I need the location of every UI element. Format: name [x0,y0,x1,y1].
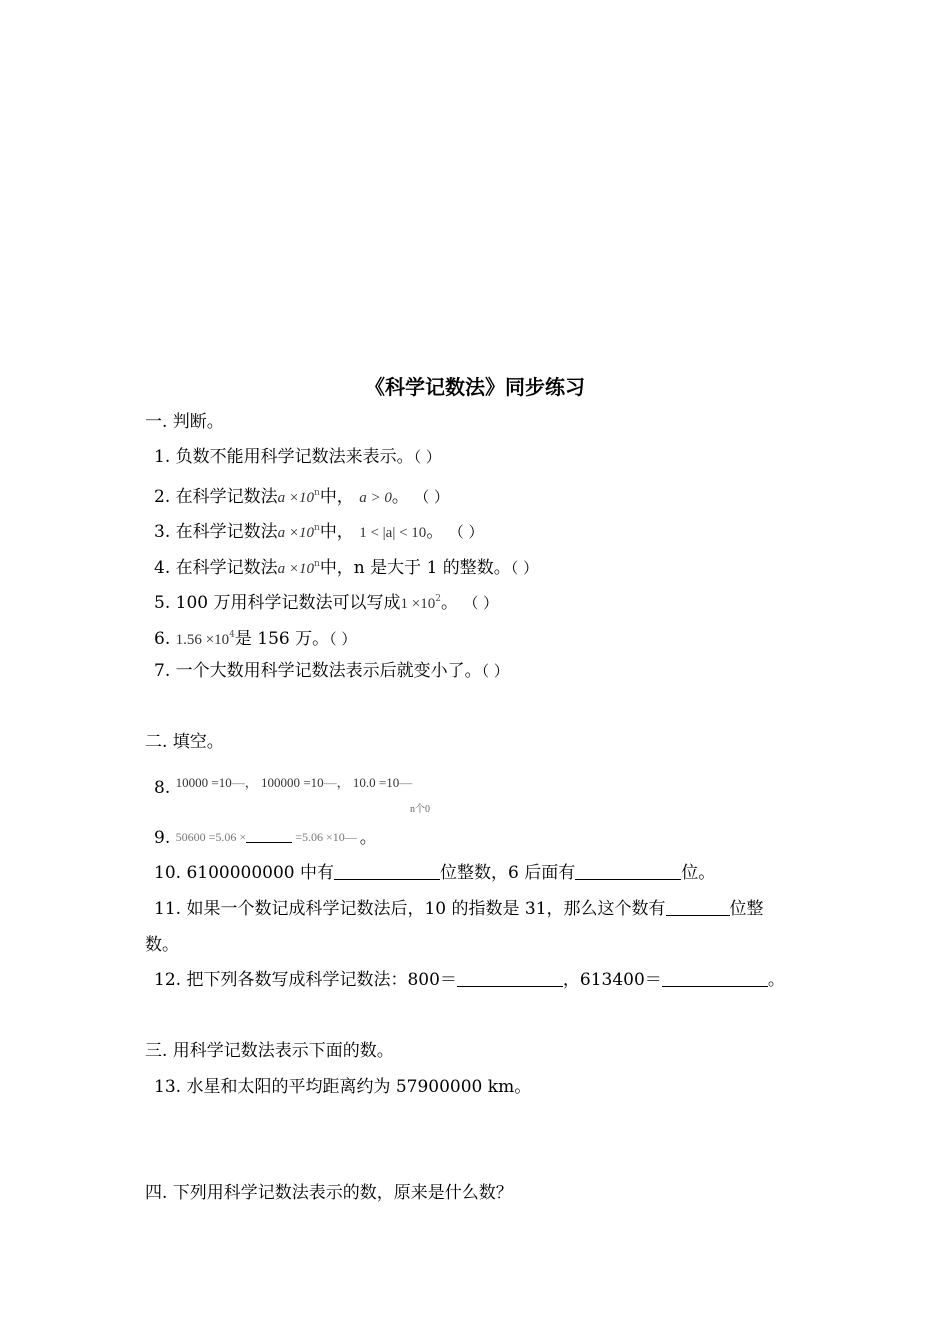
section-4-heading: 四. 下列用科学记数法表示的数，原来是什么数？ [145,1183,513,1203]
question-13: 13. 水星和太阳的平均距离约为 57900000 km。 [154,1077,532,1097]
question-12: 12. 把下列各数写成科学记数法：800＝ ，613400＝ 。 [154,970,785,990]
q10-blank-1[interactable] [334,863,440,880]
q12-blank-2[interactable] [662,970,768,987]
section-2-heading: 二. 填空。 [145,732,224,752]
question-10: 10. 6100000000 中有 位整数，6 后面有 位。 [154,863,716,883]
section-1-heading: 一. 判断。 [145,412,224,432]
question-3: 3. 在科学记数法$a \times 10^n$中， 1 < |a| < 10。 （ ） [154,522,484,542]
question-9: 9. 50600 =5.06 × =5.06 ×10— 。 [154,828,377,848]
question-11: 11. 如果一个数记成科学记数法后，10 的指数是 31，那么这个数有 位整 [154,899,764,919]
q8-brace-note: n个0 [410,804,430,815]
q10-blank-2[interactable] [575,863,681,880]
q12-blank-1[interactable] [457,970,563,987]
question-11-wrap: 数。 [145,935,179,955]
question-8: 8. $^{10000 =10—, 100000 =10—, 10.0 =10—}$ [154,775,413,798]
q11-blank[interactable] [666,899,730,916]
question-7: 7. 一个大数用科学记数法表示后就变小了。（ ） [154,661,509,681]
question-1: 1. 负数不能用科学记数法来表示。（ ） [154,447,441,467]
question-5: 5. 100 万用科学记数法可以写成$1 \times 10^2$。 （ ） [154,593,499,613]
question-6: 6. $1.56 \times 10^4$是 156 万。（ ） [154,629,357,649]
section-3-heading: 三. 用科学记数法表示下面的数。 [145,1041,394,1061]
question-4: 4. 在科学记数法$a \times 10^n$中，n 是大于 1 的整数。（ ） [154,558,539,578]
question-2: 2. 在科学记数法$a \times 10^n$中， a > 0。 （ ） [154,487,450,507]
page-title: 《科学记数法》同步练习 [365,375,585,399]
q9-blank[interactable] [246,826,292,843]
